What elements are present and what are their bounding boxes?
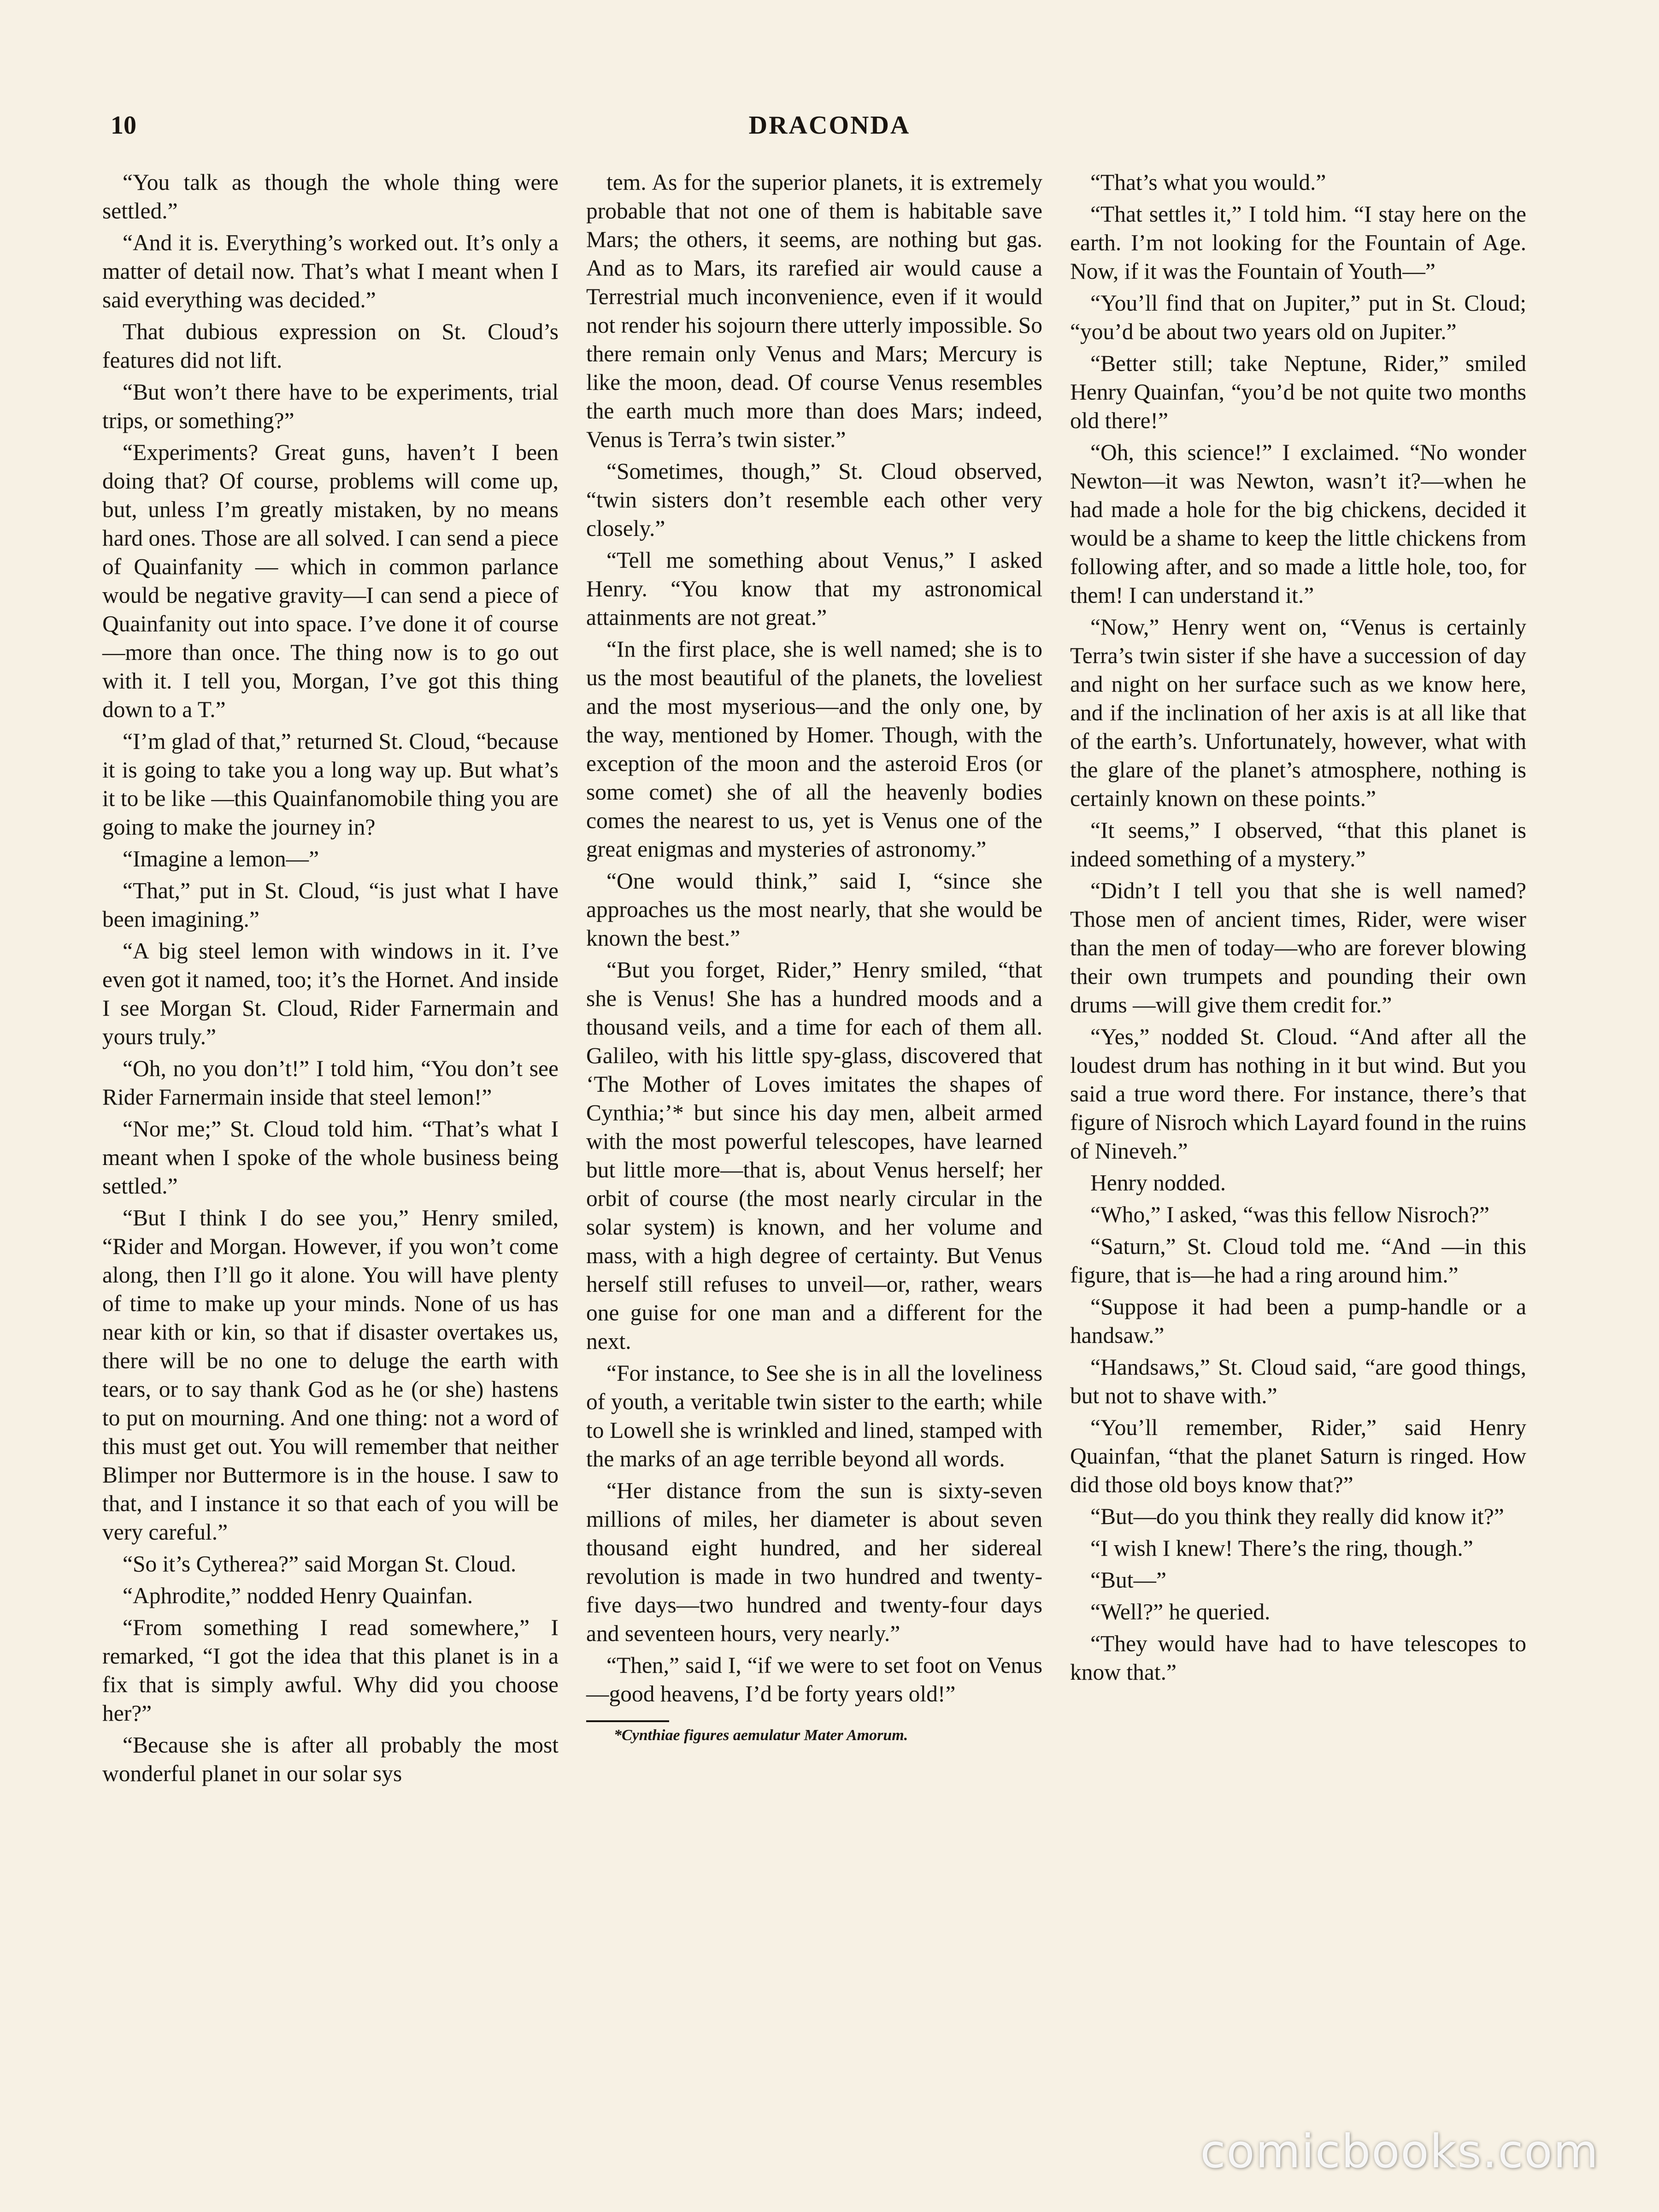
paragraph: “Better still; take Neptune, Rider,” smiled Henry Quainfan, “you’d be not quite two months old there!” — [1070, 351, 1526, 433]
paragraph: “But I think I do see you,” Henry smiled, “Rider and Morgan. However, if you won’t come along, then I’ll go it alone. You will have plenty of time to make up your minds. None of us has near kith or kin, so that if disaster overtakes us, there will be no one to deluge the earth with tears, or to say thank God as he (or she) hastens to put on mourning. And one thing: not a word of this must get out. You will remember that neither Blimper nor Buttermore is in the house. I saw to that, and I instance it so that each of you will be very careful.” — [102, 1205, 559, 1545]
paragraph: “That’s what you would.” — [1090, 170, 1326, 195]
paragraph: “So it’s Cytherea?” said Morgan St. Cloud. — [123, 1551, 517, 1577]
paragraph: tem. As for the superior planets, it is extremely probable that not one of them is habitable save Mars; the others, it seems, are nothing but gas. And as to Mars, its rarefied air would cause a Terrestrial much inconvenience, even if it would not render his sojourn there utterly impossible. So there remain only Venus and Mars; Mercury is like the moon, dead. Of course Venus resembles the earth much more than does Mars; indeed, Venus is Terra’s twin sister.” — [586, 170, 1042, 452]
column-right — [1070, 168, 1526, 2076]
paragraph: “Saturn,” St. Cloud told me. “And —in this figure, that is—he had a ring around him.” — [1070, 1234, 1526, 1288]
paragraph: “You’ll find that on Jupiter,” put in St. Cloud; “you’d be about two years old on Jupiter.” — [1070, 290, 1526, 344]
footnote-rule — [586, 1720, 669, 1722]
page-number: 10 — [111, 111, 136, 140]
paragraph: “Well?” he queried. — [1090, 1599, 1271, 1624]
column-middle — [586, 168, 1042, 2076]
paragraph: “Handsaws,” St. Cloud said, “are good things, but not to shave with.” — [1070, 1354, 1526, 1408]
paragraph: “But—do you think they really did know it?” — [1090, 1504, 1504, 1529]
paragraph: “One would think,” said I, “since she approaches us the most nearly, that she would be known the best.” — [586, 868, 1042, 951]
paragraph: “A big steel lemon with windows in it. I’ve even got it named, too; it’s the Hornet. And inside I see Morgan St. Cloud, Rider Farnermain and yours truly.” — [102, 938, 559, 1049]
page-title: DRACONDA — [748, 111, 911, 140]
paragraph: That dubious expression on St. Cloud’s features did not lift. — [102, 319, 559, 373]
paragraph: “Experiments? Great guns, haven’t I been doing that? Of course, problems will come up, but, unless I’m greatly mistaken, by no means hard ones. Those are all solved. I can send a piece of Quainfanity — which in common parlance would be negative gravity—I can send a piece of Quainfanity out into space. I’ve done it of course—more than once. The thing now is to go out with it. I tell you, Morgan, I’ve got this thing down to a T.” — [102, 440, 559, 722]
paragraph: “For instance, to See she is in all the loveliness of youth, a veritable twin sister to the earth; while to Lowell she is wrinkled and lined, stamped with the marks of an age terrible beyond all words. — [586, 1360, 1042, 1471]
paragraph: “But you forget, Rider,” Henry smiled, “that she is Venus! She has a hundred moods and a thousand veils, and a time for each of them all. Galileo, with his little spy-glass, discovered that ‘The Mother of Loves imitates the shapes of Cynthia;’* but since his day men, albeit armed with the most powerful telescopes, have learned but little more—that is, about Venus herself; her orbit of course (the most nearly circular in the solar system) is known, and her volume and mass, with a high degree of certainty. But Venus herself still refuses to unveil—or, rather, wears one guise for one man and a different for the next. — [586, 957, 1042, 1354]
paragraph: “That,” put in St. Cloud, “is just what I have been imagining.” — [102, 878, 559, 932]
paragraph: “Yes,” nodded St. Cloud. “And after all the loudest drum has nothing in it but wind. But you said a true word there. For instance, there’s that figure of Nisroch which Layard found in the ruins of Nineveh.” — [1070, 1024, 1526, 1164]
text-columns — [102, 168, 1526, 2076]
paragraph: Henry nodded. — [1090, 1170, 1226, 1195]
paragraph: “But—” — [1090, 1567, 1166, 1593]
paragraph: “You’ll remember, Rider,” said Henry Quainfan, “that the planet Saturn is ringed. How did those old boys know that?” — [1070, 1415, 1526, 1497]
paragraph: “They would have had to have telescopes to know that.” — [1070, 1631, 1526, 1685]
paragraph: “In the first place, she is well named; she is to us the most beautiful of the planets, the loveliest and the most myserious—and the only one, by the way, mentioned by Homer. Though, with the exception of the moon and the asteroid Eros (or some comet) she of all the heavenly bodies comes the nearest to us, yet is Venus one of the great enigmas and mysteries of astronomy.” — [586, 636, 1042, 862]
paragraph: “Sometimes, though,” St. Cloud observed, “twin sisters don’t resemble each other very closely.” — [586, 459, 1042, 541]
paragraph: “Nor me;” St. Cloud told him. “That’s what I meant when I spoke of the whole business being settled.” — [102, 1116, 559, 1199]
footnote: *Cynthiae figures aemulatur Mater Amorum. — [614, 1727, 908, 1744]
paragraph: “From something I read somewhere,” I remarked, “I got the idea that this planet is in a fix that is simply awful. Why did you choose her?” — [102, 1615, 559, 1726]
column-left — [102, 168, 559, 2076]
paragraph: “Who,” I asked, “was this fellow Nisroch?” — [1090, 1202, 1489, 1227]
paragraph: “But won’t there have to be experiments, trial trips, or something?” — [102, 379, 559, 433]
paragraph: “Didn’t I tell you that she is well named? Those men of ancient times, Rider, were wiser than the men of today—who are forever blowing their own trumpets and pounding their own drums —will give them credit for.” — [1070, 878, 1526, 1018]
paragraph: “Oh, no you don’t!” I told him, “You don’t see Rider Farnermain inside that steel lemon!” — [102, 1056, 559, 1110]
watermark: comicbooks.com — [1200, 2124, 1599, 2178]
paragraph: “Aphrodite,” nodded Henry Quainfan. — [123, 1583, 473, 1608]
paragraph: “I’m glad of that,” returned St. Cloud, “because it is going to take you a long way up. But what’s it to be like —this Quainfanomobile thing you are going to make the journey in? — [102, 729, 559, 840]
paragraph: “Because she is after all probably the most wonderful planet in our solar sys — [102, 1732, 559, 1786]
page-header — [111, 111, 1548, 152]
paragraph: “Suppose it had been a pump-handle or a handsaw.” — [1070, 1294, 1526, 1348]
paragraph: “Tell me something about Venus,” I asked Henry. “You know that my astronomical attainments are not great.” — [586, 547, 1042, 630]
paragraph: “Imagine a lemon—” — [123, 846, 319, 871]
footnote-block — [586, 1720, 1042, 1745]
paragraph: “It seems,” I observed, “that this planet is indeed something of a mystery.” — [1070, 818, 1526, 871]
paragraph: “You talk as though the whole thing were settled.” — [102, 170, 559, 224]
paragraph: “And it is. Everything’s worked out. It’s only a matter of detail now. That’s what I meant when I said everything was decided.” — [102, 230, 559, 312]
paragraph: “Her distance from the sun is sixty-seven millions of miles, her diameter is about seven thousand eight hundred, and her sidereal revolution is made in two hundred and twenty-five days—two hundred and twenty-four days and seventeen hours, very nearly.” — [586, 1478, 1042, 1646]
paragraph: “Oh, this science!” I exclaimed. “No wonder Newton—it was Newton, wasn’t it?—when he had made a hole for the big chickens, decided it would be a shame to keep the little chickens from following after, and so made a little hole, too, for them! I can understand it.” — [1070, 440, 1526, 608]
paragraph: “I wish I knew! There’s the ring, though.” — [1090, 1535, 1473, 1561]
paragraph: “That settles it,” I told him. “I stay here on the earth. I’m not looking for the Fountain of Age. Now, if it was the Fountain of Youth—” — [1070, 201, 1526, 284]
paragraph: “Now,” Henry went on, “Venus is certainly Terra’s twin sister if she have a succession of day and night on her surface such as we know here, and if the inclination of her axis is at all like that of the earth’s. Unfortunately, however, what with the glare of the planet’s atmosphere, nothing is certainly known on these points.” — [1070, 614, 1526, 811]
paragraph: “Then,” said I, “if we were to set foot on Venus—good heavens, I’d be forty years old!” — [586, 1653, 1042, 1706]
